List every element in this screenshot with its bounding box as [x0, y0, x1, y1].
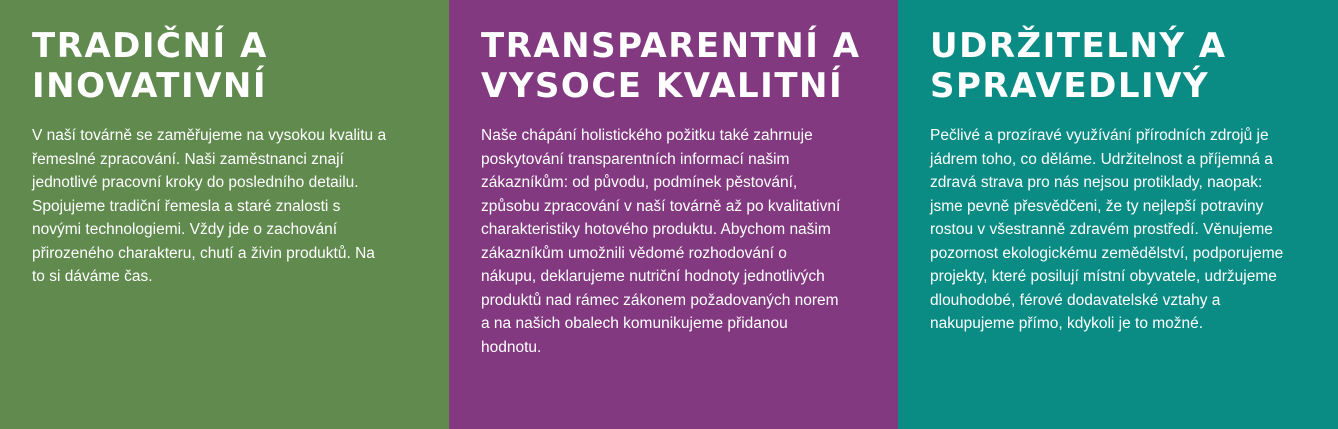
panel-title: TRADIČNÍ A INOVATIVNÍ — [32, 26, 268, 106]
panel-title: UDRŽITELNÝ A SPRAVEDLIVÝ — [930, 26, 1227, 106]
panel-sustainable-fair — [898, 0, 1338, 429]
panel-body: V naší továrně se zaměřujeme na vysokou kvalitu a řemeslné zpracování. Naši zaměstnanci znají jednotlivé pracovní kroky do posledního detailu. Spojujeme tradiční řemesla a staré znalosti s novými technologiemi. Vždy jde o zachování přirozeného charakteru, chutí a živin produktů. Na to si dáváme čas. — [32, 127, 387, 285]
panel-transparent-quality — [449, 0, 898, 429]
panel-title: TRANSPARENTNÍ A VYSOCE KVALITNÍ — [481, 26, 861, 106]
panel-body: Pečlivé a prozíravé využívání přírodních zdrojů je jádrem toho, co děláme. Udržitelnost a příjemná a zdravá strava pro nás nejsou protiklady, naopak: jsme pevně přesvědčeni, že ty nejlepší potraviny rostou v všestranně zdravém prostředí. Věnujeme pozornost ekologickému zemědělství, podporujeme projekty, které posilují místní obyvatele, udržujeme dlouhodobé, férové dodavatelské vztahy a nakupujeme přímo, kdykoli je to možné. — [930, 127, 1284, 332]
panel-body: Naše chápání holistického požitku také zahrnuje poskytování transparentních informací našim zákazníkům: od původu, podmínek pěstování, způsobu zpracování v naší továrně až po kvalitativní charakteristiky hotového produktu. Abychom našim zákazníkům umožnili vědomé rozhodování o nákupu, deklarujeme nutriční hodnoty jednotlivých produktů nad rámec zákonem požadovaných norem a na našich obalech komunikujeme přidanou hodnotu. — [481, 127, 841, 356]
panel-traditional-innovative — [0, 0, 449, 429]
